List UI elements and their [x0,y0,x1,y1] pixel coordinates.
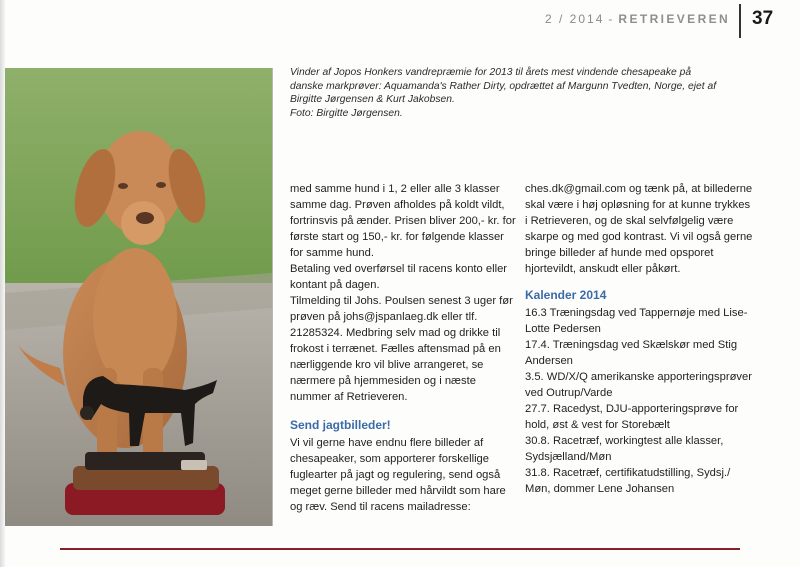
text-column-right [525,181,753,497]
paragraph: ches.dk@gmail.com og tænk på, at billederne skal være i høj opløsning for at kunne trykkes i Retrieveren, og de skal selvfølgelig være skarpe og med god kontrast. Vi vil også gerne bringe billeder af hunde med opsporet hjortevildt, anskudt eller påkørt. [525,183,753,275]
calendar-event: 27.7. Racedyst, DJU-apporteringsprøve for hold, øst & vest for Storebælt [525,403,739,431]
dog-with-trophy-photo [5,68,273,526]
calendar-event: 16.3 Træningsdag ved Tappernøje med Lise-Lotte Pedersen [525,307,748,335]
running-head [545,12,735,26]
paragraph: Vi vil gerne have endnu flere billeder af chesapeaker, som apporterer forskellige fuglearter på jagt og regulering, send også meget gerne billeder med hårvildt som hare og ræv. Send til racens mailadresse: [290,437,506,513]
section-heading-send-photos: Send jagtbilleder! [290,418,391,432]
page-number: 37 [752,8,774,29]
header-separator: - [608,12,615,26]
calendar-event: 30.8. Racetræf, workingtest alle klasser, Sydsjælland/Møn [525,435,724,463]
calendar-event: 17.4. Træningsdag ved Skælskør med Stig Andersen [525,339,738,367]
issue-number: 2 / 2014 [545,12,605,26]
caption-credit: Foto: Birgitte Jørgensen. [290,107,403,119]
text-column-left [290,181,518,515]
calendar-event: 3.5. WD/X/Q amerikanske apporteringsprøver ved Outrup/Varde [525,371,752,399]
section-heading-calendar: Kalender 2014 [525,288,607,302]
header-rule [739,4,741,38]
paragraph: med samme hund i 1, 2 eller alle 3 klasser samme dag. Prøven afholdes på koldt vildt, fortrinsvis på ænder. Prisen bliver 200,- kr. for første start og 150,- kr. for følgende klasser for samme hund. [290,183,516,259]
footer-rule [60,548,740,550]
paragraph: Tilmelding til Johs. Poulsen senest 3 uger før prøven på johs@jspanlaeg.dk eller tlf. 21285324. Medbring selv mad og drikke til frokost i terrænet. Fælles aftensmad på en nærliggende kro vil blive arrangeret, se nærmere på hjemmesiden og i næste nummer af Retrieveren. [290,295,513,403]
caption-text: Vinder af Jopos Honkers vandrepræmie for 2013 til årets mest vindende chesapeake på danske markprøver: Aquamanda's Rather Dirty, opdrættet af Margunn Tvedten, Norge, ejet af Birgitte Jørgensen & Kurt Jakobsen. [290,67,717,105]
magazine-title: RETRIEVEREN [618,12,731,26]
paragraph: Betaling ved overførsel til racens konto eller kontant på dagen. [290,263,508,291]
calendar-event: 31.8. Racetræf, certifikatudstilling, Sydsj./ Møn, dommer Lene Johansen [525,467,731,495]
photo-caption [290,66,720,120]
